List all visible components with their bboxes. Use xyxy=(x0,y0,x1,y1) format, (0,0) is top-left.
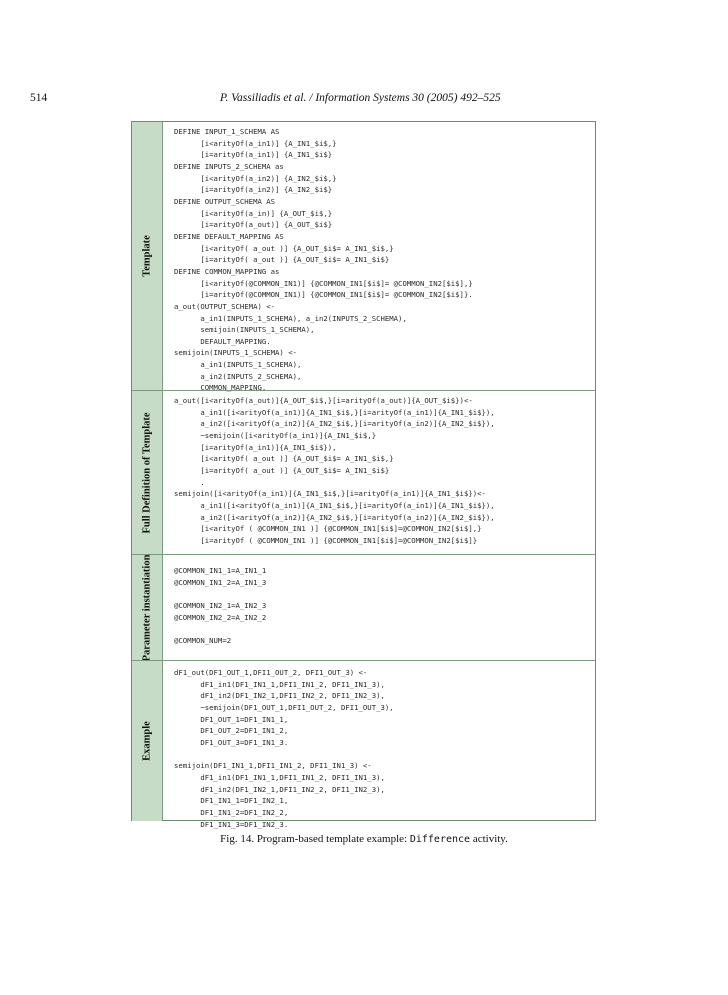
section-label: Parameter instantiation xyxy=(141,554,153,662)
code-block: DEFINE INPUT_1_SCHEMA AS [i<arityOf(a_in1)] {A_IN1_$i$,} [i=arityOf(a_in1)] {A_IN1_$i$} DEFINE INPUTS_2_SCHEMA as [i<arityOf(a_in2)] {A_IN2_$i$,} [i=arityOf(a_in2)] {A_IN2_$i$} DEFINE OUTPUT_SCHEMA AS [i<arityOf(a_in)] {A_OUT_$i$,} [i=arityOf(a_out)] {A_OUT_$i$} DEFINE DEFAULT_MAPPING AS [i<arityOf( a_out )] {A_OUT_$i$= A_IN1_$i$,} [i=arityOf( a_out )] {A_OUT_$i$= A_IN1_$i$} DEFINE COMMON_MAPPING as [i<arityOf(@COMMON_IN1)] {@COMMON_IN1[$i$]= @COMMON_IN2[$i$],} [i=arityOf(@COMMON_IN1)] {@COMMON_IN1[$i$]= @COMMON_IN2[$i$]}. a_out(OUTPUT_SCHEMA) <- a_in1(INPUTS_1_SCHEMA), a_in2(INPUTS_2_SCHEMA), semijoin(INPUTS_1_SCHEMA), DEFAULT_MAPPING. semijoin(INPUTS_1_SCHEMA) <- a_in1(INPUTS_1_SCHEMA), a_in2(INPUTS_2_SCHEMA), COMMON_MAPPING. xyxy=(174,127,473,393)
code-block: a_out([i<arityOf(a_out)]{A_OUT_$i$,}[i=arityOf(a_out)]{A_OUT_$i$})<- a_in1([i<arityOf(a_in1)]{A_IN1_$i$,}[i=arityOf(a_in1)]{A_IN1_$i$}), a_in2([i<arityOf(a_in2)]{A_IN2_$i$,}[i=arityOf(a_in2)]{A_IN2_$i$}), ~semijoin([i<arityOf(a_in1)]{A_IN1_$i$,} [i=arityOf(a_in1)]{A_IN1_$i$}), [i<arityOf( a_out )] {A_OUT_$i$= A_IN1_$i$,} [i=arityOf( a_out )] {A_OUT_$i$= A_IN1_$i$} . semijoin([i<arityOf(a_in1)]{A_IN1_$i$,}[i=arityOf(a_in1)]{A_IN1_$i$})<- a_in1([i<arityOf(a_in1)]{A_IN1_$i$,}[i=arityOf(a_in1)]{A_IN1_$i$}), a_in2([i<arityOf(a_in2)]{A_IN2_$i$,}[i=arityOf(a_in2)]{A_IN2_$i$}), [i<arityOf ( @COMMON_IN1 )] {@COMMON_IN1[$i$]=@COMMON_IN2[$i$],} [i=arityOf ( @COMMON_IN1 )] {@COMMON_IN1[$i$]=@COMMON_IN2[$i$]} . xyxy=(174,396,495,557)
section-parameter-instantiation xyxy=(132,554,595,661)
section-label: Template xyxy=(141,235,153,277)
figure-caption xyxy=(0,833,728,845)
section-label: Full Definition of Template xyxy=(141,412,153,534)
caption-code-term: Difference xyxy=(409,834,471,845)
section-label-bar xyxy=(132,661,163,821)
section-label-bar xyxy=(132,391,163,555)
running-header xyxy=(0,92,728,108)
code-block: dF1_out(DF1_OUT_1,DFI1_OUT_2, DFI1_OUT_3) <- dF1_in1(DF1_IN1_1,DFI1_IN1_2, DFI1_IN1_3), dF1_in2(DF1_IN2_1,DFI1_IN2_2, DFI1_IN2_3), ~semijoin(DF1_OUT_1,DFI1_OUT_2, DFI1_OUT_3), DF1_OUT_1=DF1_IN1_1, DF1_OUT_2=DF1_IN1_2, DF1_OUT_3=DF1_IN1_3. semijoin(DF1_IN1_1,DFI1_IN1_2, DFI1_IN1_3) <- dF1_in1(DF1_IN1_1,DFI1_IN1_2, DFI1_IN1_3), dF1_in2(DF1_IN2_1,DFI1_IN2_2, DFI1_IN2_3), DF1_IN1_1=DF1_IN2_1, DF1_IN1_2=DF1_IN2_2, DF1_IN1_3=DF1_IN2_3. xyxy=(174,668,394,829)
section-label: Example xyxy=(141,721,153,761)
section-example xyxy=(132,660,595,829)
caption-text: Fig. 14. Program-based template example: xyxy=(220,833,410,845)
section-label-bar xyxy=(132,555,163,661)
page-number: 514 xyxy=(30,92,48,104)
caption-text-end: activity. xyxy=(470,833,508,845)
code-block: @COMMON_IN1_1=A_IN1_1 @COMMON_IN1_2=A_IN1_3 @COMMON_IN2_1=A_IN2_3 @COMMON_IN2_2=A_IN2_2 @COMMON_NUM=2 xyxy=(174,566,267,645)
section-template xyxy=(132,122,595,393)
running-title: P. Vassiliadis et al. / Information Systems 30 (2005) 492–525 xyxy=(220,92,501,104)
figure-box xyxy=(131,121,596,829)
section-full-definition xyxy=(132,390,595,555)
section-label-bar xyxy=(132,122,163,390)
